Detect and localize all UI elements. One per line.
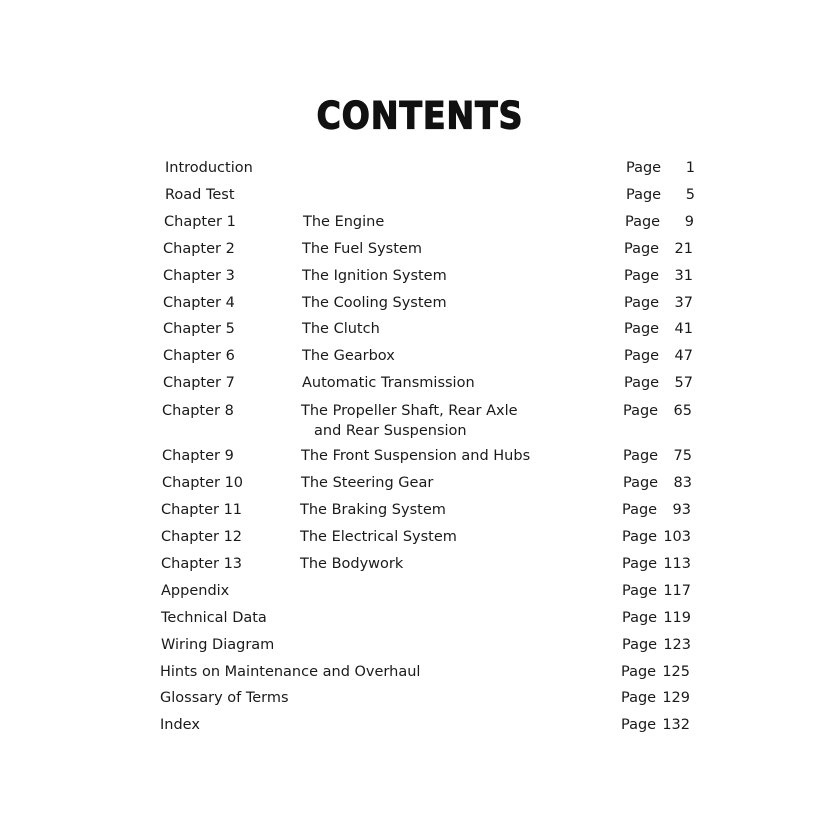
toc-entry-page-word: Page [624,295,660,311]
toc-entry-label: Road Test [165,187,235,203]
toc-entry-page-number: 129 [662,690,690,706]
toc-entry-page-word: Page [622,529,658,545]
toc-entry-label: Chapter 13 [161,556,243,572]
toc-entry-page-number: 57 [674,375,693,391]
toc-entry-label: Introduction [165,160,253,176]
toc-entry-label: Chapter 5 [163,321,235,337]
toc-entry-label: Wiring Diagram [161,637,275,653]
toc-entry-page-number: 93 [672,502,691,518]
toc-entry-page-number: 117 [663,583,691,599]
toc-entry-label: Chapter 6 [163,348,235,364]
toc-entry-label: Technical Data [161,610,267,626]
toc-entry-page-word: Page [621,690,657,706]
page-title: CONTENTS [316,94,524,138]
toc-entry-page-word: Page [624,321,660,337]
toc-entry-title-text: The Engine [303,214,385,230]
toc-entry-page-number: 123 [663,637,691,653]
toc-entry-page-word: Page [624,348,660,364]
toc-entry-title-text: The Braking System [300,502,446,518]
toc-entry-page-word: Page [622,556,658,572]
toc-entry-title-text: The Front Suspension and Hubs [301,448,531,464]
toc-entry-label: Chapter 1 [164,214,236,230]
toc-entry-page-word: Page [622,583,658,599]
toc-entry-title-text: The Bodywork [300,556,404,572]
toc-entry-label: Chapter 7 [163,375,235,391]
toc-entry-label: Chapter 12 [161,529,243,545]
toc-entry-page-number: 65 [673,403,692,419]
toc-entry-title-text: The Propeller Shaft, Rear Axle [301,403,518,419]
toc-entry-label: Chapter 3 [163,268,235,284]
toc-entry-title-text: Automatic Transmission [302,375,475,391]
toc-entry-page-number: 103 [663,529,691,545]
toc-entry-subtitle: and Rear Suspension [314,423,467,439]
toc-entry-label: Chapter 4 [163,295,235,311]
toc-entry-label: Chapter 11 [161,502,243,518]
toc-entry-title-text: The Cooling System [302,295,447,311]
toc-entry-page-number: 47 [674,348,693,364]
toc-entry-page-word: Page [623,403,659,419]
toc-entry-page-word: Page [622,637,658,653]
toc-entry-title-text: The Fuel System [302,241,422,257]
toc-entry-page-word: Page [621,717,657,733]
toc-entry-page-word: Page [624,375,660,391]
toc-entry-label: Glossary of Terms [160,690,289,706]
toc-entry-page-number: 75 [673,448,692,464]
toc-entry-title-text: The Gearbox [302,348,395,364]
toc-entry-page-word: Page [621,664,657,680]
toc-entry-label: Appendix [161,583,230,599]
toc-entry-page-number: 125 [662,664,690,680]
toc-entry-label: Chapter 10 [162,475,244,491]
toc-entry-title-text: The Clutch [302,321,380,337]
toc-entry-page-word: Page [622,502,658,518]
toc-entry-title-text: The Electrical System [300,529,457,545]
toc-entry-page-number: 83 [673,475,692,491]
toc-entry-page-number: 119 [663,610,691,626]
toc-entry-label: Chapter 8 [162,403,234,419]
toc-entry-label: Index [160,717,200,733]
toc-entry-page-number: 9 [684,214,694,230]
toc-entry-title-text: The Ignition System [302,268,447,284]
toc-entry-title-text: The Steering Gear [301,475,434,491]
toc-entry-label: Chapter 2 [163,241,235,257]
toc-entry-label: Hints on Maintenance and Overhaul [160,664,421,680]
toc-entry-page-word: Page [624,268,660,284]
toc-entry-page-number: 41 [674,321,693,337]
toc-entry-page-word: Page [626,187,662,203]
toc-entry-page-number: 21 [674,241,693,257]
toc-entry-page-number: 113 [663,556,691,572]
toc-entry-page-word: Page [622,610,658,626]
toc-entry-page-number: 132 [662,717,690,733]
toc-entry-page-number: 37 [674,295,693,311]
toc-entry-page-word: Page [626,160,662,176]
toc-entry-page-word: Page [624,241,660,257]
toc-entry-page-word: Page [623,475,659,491]
toc-entry-page-word: Page [625,214,661,230]
toc-entry-page-word: Page [623,448,659,464]
toc-entry-label: Chapter 9 [162,448,234,464]
toc-entry-page-number: 1 [685,160,695,176]
toc-entry-page-number: 31 [674,268,693,284]
toc-entry-page-number: 5 [685,187,695,203]
